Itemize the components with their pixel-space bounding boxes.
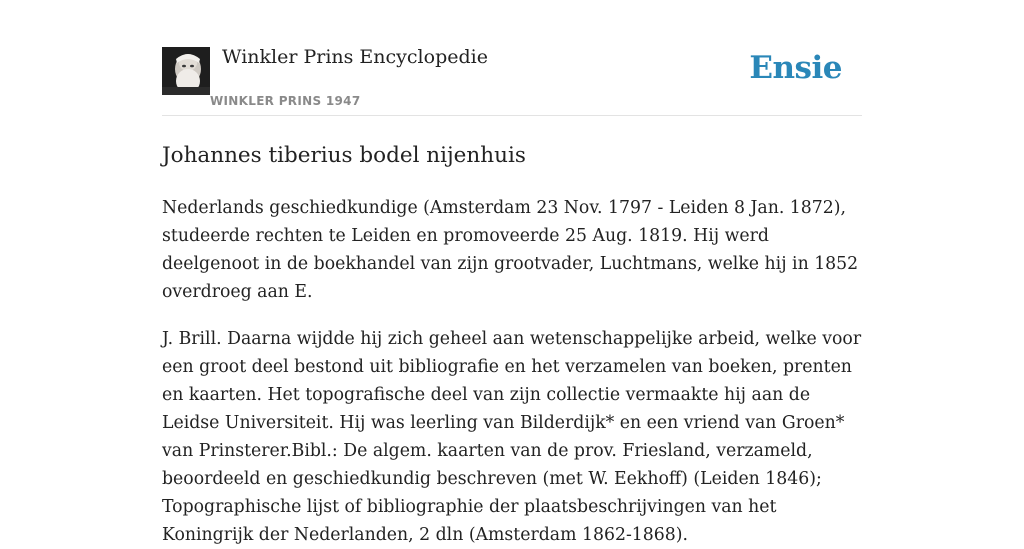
source-title[interactable]: Winkler Prins Encyclopedie [222,46,488,68]
source-avatar[interactable] [162,47,210,95]
article-body [162,194,862,549]
article-title: Johannes tiberius bodel nijenhuis [162,143,526,168]
article-paragraph: Nederlands geschiedkundige (Amsterdam 23 Nov. 1797 - Leiden 8 Jan. 1872), studeerde rechten te Leiden en promoveerde 25 Aug. 1819. Hij werd deelgenoot in de boekhandel van zijn grootvader, Luchtmans, welke hij in 1852 overdroeg aan E. [162,198,859,302]
page-container [162,0,862,549]
brand-logo[interactable]: Ensie [749,50,842,86]
source-edition[interactable]: WINKLER PRINS 1947 [210,94,361,108]
article-paragraph: J. Brill. Daarna wijdde hij zich geheel aan wetenschappelijke arbeid, welke voor een groot deel bestond uit bibliografie en het verzamelen van boeken, prenten en kaarten. Het topografische deel van zijn collectie vermaakte hij aan de Leidse Universiteit. Hij was leerling van Bilderdijk* en een vriend van Groen* van Prinsterer.Bibl.: De algem. kaarten van de prov. Friesland, verzameld, beoordeeld en geschiedkundig beschreven (met W. Eekhoff) (Leiden 1846); Topographische lijst of bibliographie der plaatsbeschrijvingen van het Koningrijk der Nederlanden, 2 dln (Amsterdam 1862-1868). [162,329,862,545]
portrait-avatar-icon [162,47,210,95]
source-header [162,0,862,116]
